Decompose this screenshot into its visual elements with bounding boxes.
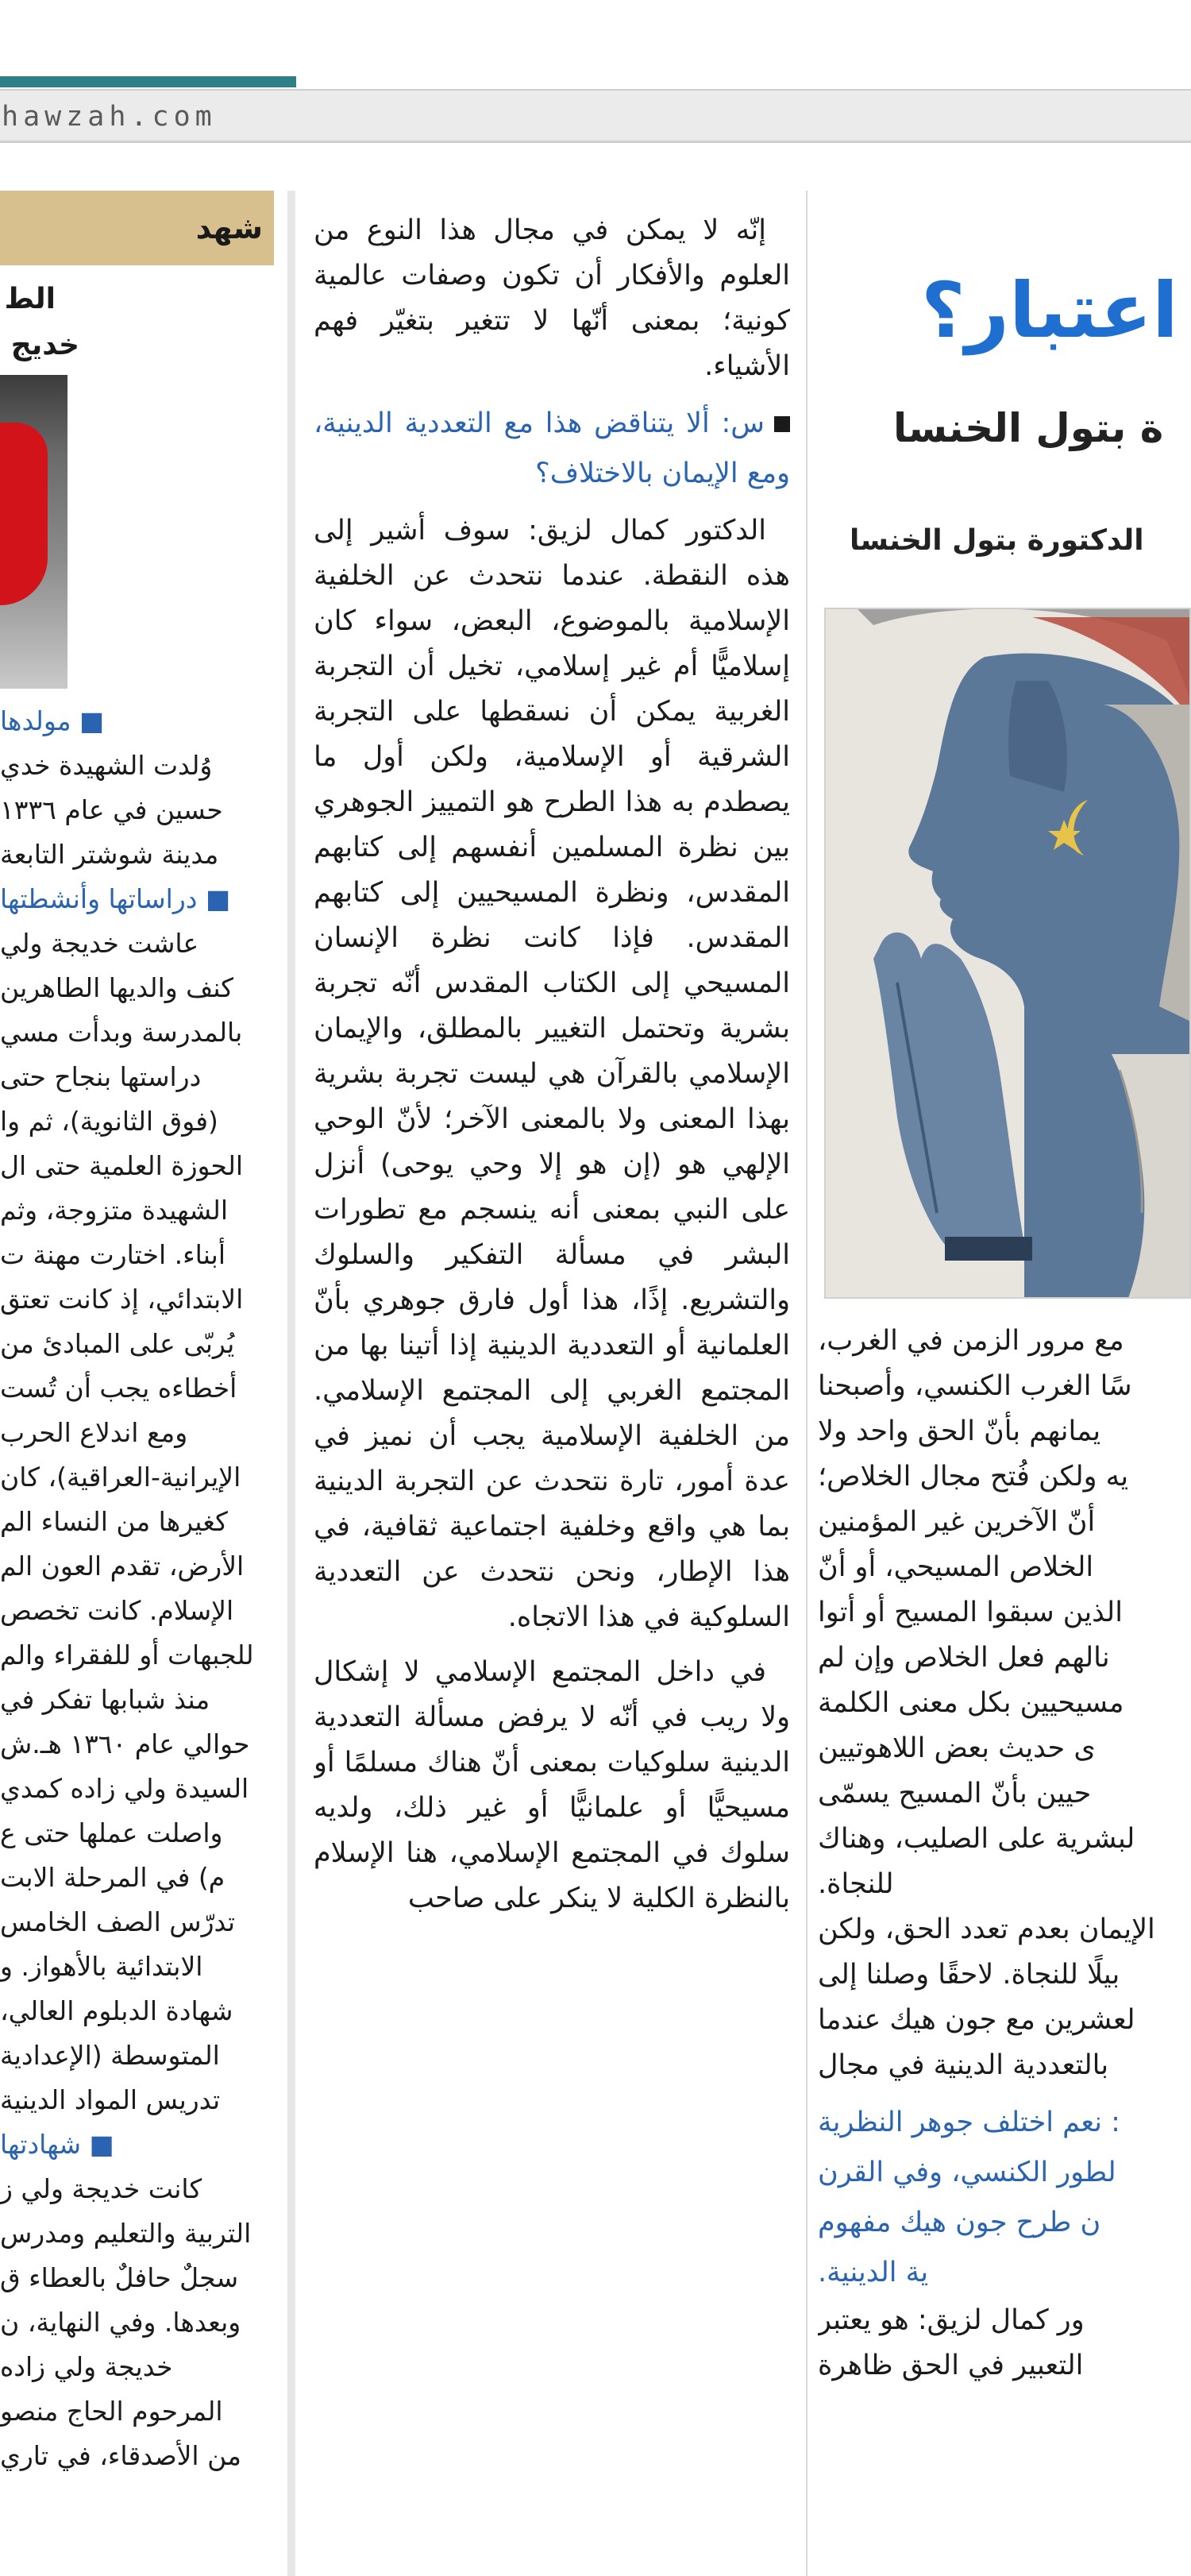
right-column: [818, 191, 1191, 2576]
left-text-line: من الأصدقاء، في تاري: [0, 2440, 241, 2471]
left-subheading: ■ مولدها: [0, 705, 105, 736]
question-text: س: ألا يتناقض هذا مع التعددية الدينية، ومع الإيمان بالاختلاف؟: [314, 407, 790, 489]
faces-illustration: [824, 608, 1191, 1299]
left-text-line: ومع اندلاع الحرب: [0, 1417, 188, 1448]
left-text-line: كانت خديجة ولي ز: [0, 2173, 202, 2204]
right-question-line: لطور الكنسي، وفي القرن: [818, 2157, 1116, 2188]
right-text-line: للنجاة.: [818, 1868, 894, 1900]
right-text-line: التعبير في الحق ظاهرة: [818, 2350, 1084, 2381]
left-text-line: يُربّى على المبادئ من: [0, 1328, 235, 1359]
left-text-line: الابتدائي، إذ كانت تعتق: [0, 1284, 244, 1315]
right-text-line: بالتعددية الدينية في مجال: [818, 2049, 1109, 2081]
left-article-text: [0, 699, 274, 2478]
martyr-photo: [0, 375, 67, 689]
left-text-line: دراستها بنجاح حتى: [0, 1061, 202, 1092]
left-text-line: حسين في عام ١٣٣٦: [0, 794, 223, 825]
left-text-line: للجبهات أو للفقراء والم: [0, 1639, 254, 1670]
left-text-line: شهادة الدبلوم العالي،: [0, 1995, 233, 2026]
right-question-line: ن طرح جون هيك مفهوم: [818, 2207, 1101, 2238]
right-text-line: أنّ الآخرين غير المؤمنين: [818, 1506, 1096, 1538]
right-text-line: سًا الغرب الكنسي، وأصبحنا: [818, 1370, 1132, 1402]
left-text-line: م) في المرحلة الابت: [0, 1862, 225, 1893]
column-separator-middle: [806, 191, 807, 2576]
left-text-line: عاشت خديجة ولي: [0, 928, 199, 959]
article-paragraph: في داخل المجتمع الإسلامي لا إشكال ولا ريب في أنّه لا يرفض مسألة التعددية الدينية سلوكيات بمعنى أنّ هناك مسلمًا أو مسيحيًّا أو علمانيًّا أو غير ذلك، ولديه سلوك في المجتمع الإسلامي، هنا الإسلام بالنظرة الكلية لا ينكر على صاحب: [314, 1656, 790, 1914]
left-text-line: المتوسطة (الإعدادية: [0, 2040, 220, 2071]
left-text-line: الابتدائية بالأهواز. و: [0, 1951, 203, 1982]
left-text-line: وبعدها. وفي النهاية، ن: [0, 2307, 241, 2338]
right-text-line: لبشرية على الصليب، وهناك: [818, 1823, 1135, 1855]
interview-question: [314, 399, 790, 499]
article-paragraph: إنّه لا يمكن في مجال هذا النوع من العلوم والأفكار أن تكون وصفات عالمية كونية؛ بمعنى أنّها لا تتغير بتغيّر فهم الأشياء.: [314, 214, 790, 382]
site-url: hawzah.com: [2, 101, 217, 133]
left-text-line: الأرض، تقدم العون الم: [0, 1551, 245, 1582]
right-text-line: ور كمال لزيق: هو يعتبر: [818, 2304, 1085, 2336]
left-text-line: منذ شبابها تفكر في: [0, 1684, 210, 1715]
left-text-line: الإسلام. كانت تخصص: [0, 1595, 234, 1626]
right-text-line: الذين سبقوا المسيح أو أتوا: [818, 1597, 1123, 1628]
left-column: [0, 191, 274, 2576]
left-heading-line-2: خديج: [10, 329, 79, 361]
left-text-line: كغيرها من النساء الم: [0, 1506, 228, 1537]
paragraph-gap: [818, 2088, 1191, 2098]
left-text-line: المرحوم الحاج منصو: [0, 2396, 223, 2427]
article-paragraph: الدكتور كمال لزيق: سوف أشير إلى هذه النقطة. عندما نتحدث عن الخلفية الإسلامية بالموضوع، البعض، سواء كان إسلاميًّا أم غير إسلامي، تخيل أن التجربة الغربية يمكن أن نسقطها على التجربة الشرقية أو الإسلامية، ولكن أول ما يصطدم به هذا الطرح هو التمييز الجوهري بين نظرة المسلمين أنفسهم إلى كتابهم المقدس، ونظرة المسيحيين إلى كتابهم المقدس. فإذا كانت نظرة الإنسان المسيحي إلى الكتاب المقدس أنّه تجربة بشرية وتحتمل التغيير بالمطلق، والإيمان الإسلامي بالقرآن هي ليست تجربة بشرية بهذا المعنى ولا بالمعنى الآخر؛ لأنّ الوحي الإلهي هو (إن هو إلا وحي يوحى) أنزل على النبي بمعنى أنه ينسجم مع تطورات البشر في مسألة التفكير والسلوك والتشريع. إذًا، هذا أول فارق جوهري بأنّ العلمانية أو التعددية الدينية إذا أتينا بها من المجتمع الغربي إلى المجتمع الإسلامي. من الخلفية الإسلامية يجب أن نميز في عدة أمور، تارة نتحدث عن التجربة الدينية بما هي واقع وخلفية اجتماعية ثقافية، في هذا الإطار، ونحن نتحدث عن التعددية السلوكية في هذا الاتجاه.: [314, 515, 790, 1633]
left-text-line: الشهيدة متزوجة، وثم: [0, 1195, 229, 1226]
left-text-line: التربية والتعليم ومدرس: [0, 2218, 252, 2249]
right-text-line: مسيحيين بكل معنى الكلمة: [818, 1687, 1124, 1719]
right-text-line: ى حديث بعض اللاهوتيين: [818, 1732, 1096, 1764]
article-author: الدكتورة بتول الخنسا: [850, 524, 1144, 557]
middle-column: [314, 208, 790, 2576]
left-text-line: تدرّس الصف الخامس: [0, 1906, 236, 1937]
right-text-line: الإيمان بعدم تعدد الحق، ولكن: [818, 1914, 1155, 1945]
right-text-line: لعشرين مع جون هيك عندما: [818, 2004, 1135, 2036]
right-question-line: ية الدينية.: [818, 2257, 929, 2288]
left-text-line: حوالي عام ١٣٦٠ هـ.ش: [0, 1728, 250, 1759]
left-text-line: مدينة شوشتر التابعة: [0, 839, 219, 870]
left-text-line: السيدة ولي زاده كمدي: [0, 1773, 249, 1804]
left-text-line: تدريس المواد الدينية: [0, 2084, 221, 2115]
left-text-line: وُلدت الشهيدة خدي: [0, 750, 213, 781]
left-text-line: بالمدرسة وبدأت مسي: [0, 1017, 243, 1048]
faces-illustration-svg: [826, 609, 1191, 1299]
left-text-line: كنف والديها الطاهرين: [0, 972, 234, 1003]
right-question-line: : نعم اختلف جوهر النظرية: [818, 2107, 1120, 2138]
right-text-line: الخلاص المسيحي، أو أنّ: [818, 1551, 1094, 1583]
right-text-line: نالهم فعل الخلاص وإن لم: [818, 1642, 1110, 1674]
left-text-line: واصلت عملها حتى ع: [0, 1817, 223, 1848]
left-heading-line-1: الط: [4, 283, 56, 315]
left-subheading: ■ شهادتها: [0, 2129, 114, 2160]
left-text-line: أخطاءه يجب أن تُست: [0, 1373, 237, 1404]
left-subheading: ■ دراساتها وأنشطتها: [0, 883, 231, 914]
left-text-line: خديجة ولي زاده: [0, 2351, 173, 2382]
left-text-line: سجلٌ حافلٌ بالعطاء ق: [0, 2262, 239, 2293]
right-text-line: يه ولكن فُتح مجال الخلاص؛: [818, 1461, 1129, 1493]
right-text-line: مع مرور الزمن في الغرب،: [818, 1325, 1124, 1357]
left-text-line: أبناء. اختارت مهنة ت: [0, 1239, 226, 1270]
column-separator-left: [287, 191, 295, 2576]
right-text-line: حيين بأنّ المسيح يسمّى: [818, 1778, 1092, 1809]
left-text-line: الحوزة العلمية حتى ال: [0, 1150, 244, 1181]
bullet-square-icon: [774, 416, 790, 432]
photo-red-shape: [0, 423, 48, 605]
left-section-header: شهد: [0, 191, 274, 265]
right-text-line: بيلًا للنجاة. لاحقًا وصلنا إلى: [818, 1959, 1120, 1991]
top-accent-bar: [0, 76, 296, 87]
right-text-line: يمانهم بأنّ الحق واحد ولا: [818, 1415, 1101, 1447]
article-title: اعتبار؟: [921, 266, 1178, 355]
left-text-line: (فوق الثانوية)، ثم وا: [0, 1106, 218, 1137]
left-text-line: الإيرانية-العراقية)، كان: [0, 1462, 241, 1493]
right-article-text: [818, 1319, 1191, 2389]
article-subtitle: ة بتول الخنسا: [893, 405, 1164, 451]
